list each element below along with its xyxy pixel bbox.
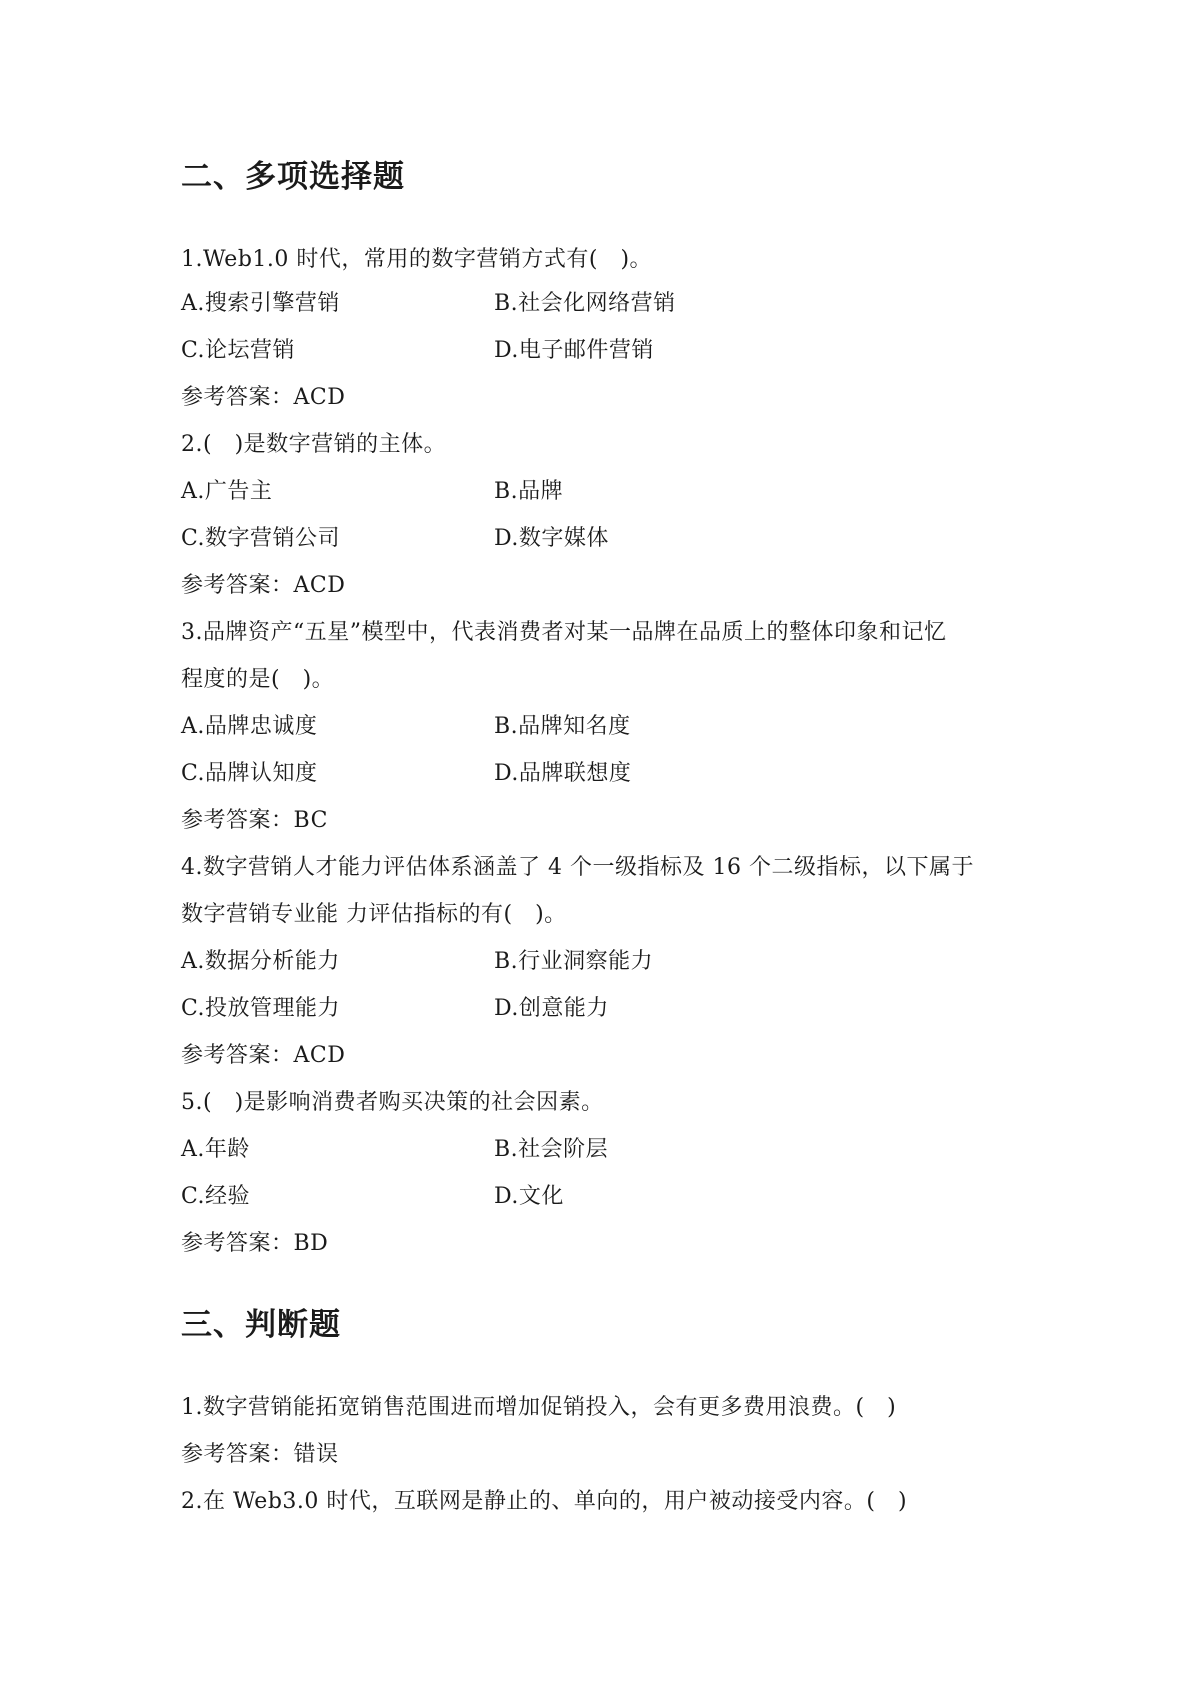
answer-text: 参考答案：ACD: [181, 385, 346, 410]
option-c: C.品牌认知度: [181, 761, 318, 786]
question-text: 5.( )是影响消费者购买决策的社会因素。: [181, 1090, 604, 1115]
option-a: A.数据分析能力: [181, 949, 340, 974]
question-text: 1.数字营销能拓宽销售范围进而增加促销投入，会有更多费用浪费。( ): [181, 1395, 897, 1420]
question-text: 1.Web1.0 时代，常用的数字营销方式有( )。: [181, 247, 653, 272]
option-d: D.电子邮件营销: [494, 338, 654, 363]
question-text: 4.数字营销人才能力评估体系涵盖了 4 个一级指标及 16 个二级指标，以下属于: [181, 855, 974, 880]
question-text-continued: 数字营销专业能 力评估指标的有( )。: [181, 902, 567, 927]
question-text-continued: 程度的是( )。: [181, 667, 335, 692]
option-b: B.社会阶层: [494, 1137, 609, 1162]
question-text: 2.在 Web3.0 时代，互联网是静止的、单向的，用户被动接受内容。( ): [181, 1489, 908, 1514]
option-b: B.品牌知名度: [494, 714, 631, 739]
section-title-multiple-choice: 二、多项选择题: [181, 159, 405, 195]
option-a: A.广告主: [181, 479, 273, 504]
option-b: B.行业洞察能力: [494, 949, 654, 974]
option-a: A.搜索引擎营销: [181, 291, 340, 316]
answer-text: 参考答案：BC: [181, 808, 328, 833]
option-c: C.数字营销公司: [181, 526, 341, 551]
option-c: C.经验: [181, 1184, 251, 1209]
option-d: D.品牌联想度: [494, 761, 632, 786]
option-d: D.创意能力: [494, 996, 609, 1021]
option-d: D.数字媒体: [494, 526, 609, 551]
answer-text: 参考答案：错误: [181, 1442, 339, 1467]
option-a: A.年龄: [181, 1137, 250, 1162]
answer-text: 参考答案：ACD: [181, 1043, 346, 1068]
section-title-true-false: 三、判断题: [181, 1307, 341, 1343]
question-text: 2.( )是数字营销的主体。: [181, 432, 447, 457]
option-c: C.论坛营销: [181, 338, 296, 363]
option-c: C.投放管理能力: [181, 996, 341, 1021]
answer-text: 参考答案：ACD: [181, 573, 346, 598]
option-a: A.品牌忠诚度: [181, 714, 318, 739]
option-b: B.品牌: [494, 479, 564, 504]
option-d: D.文化: [494, 1184, 564, 1209]
option-b: B.社会化网络营销: [494, 291, 676, 316]
answer-text: 参考答案：BD: [181, 1231, 329, 1256]
question-text: 3.品牌资产“五星”模型中，代表消费者对某一品牌在品质上的整体印象和记忆: [181, 620, 947, 645]
